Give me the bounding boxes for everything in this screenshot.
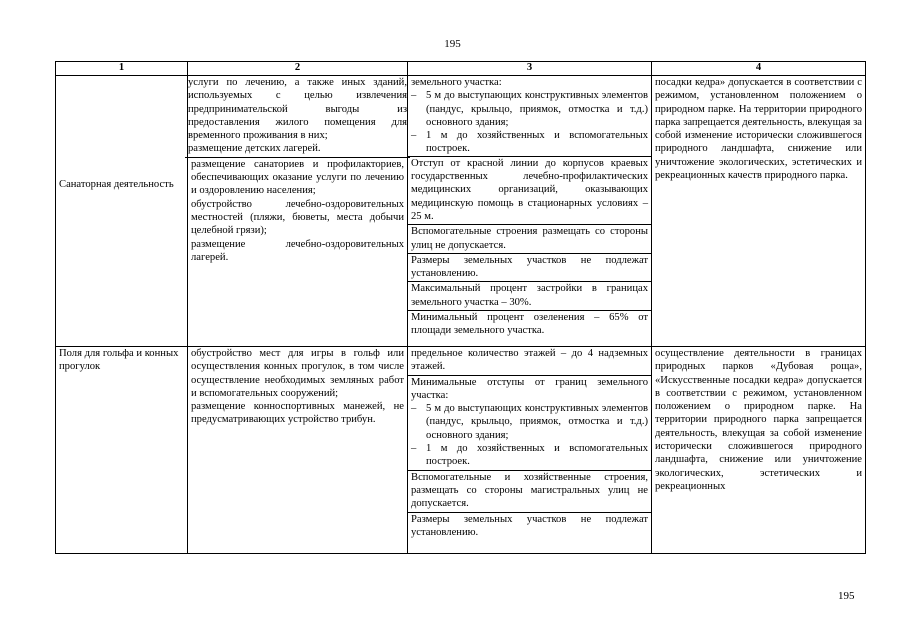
table-row xyxy=(56,347,866,554)
row1-col3-p3: Размеры земельных участков не подлежат установлению. xyxy=(408,254,651,283)
row1-col3-p5: Минимальный процент озеленения – 65% от площади земельного участка. xyxy=(411,312,648,337)
row1-col2-bottom-block xyxy=(188,158,407,264)
row1-col3-p1: Отступ от красной линии до корпусов краевых государственных лечебно-профилактических медицинских организаций, оказывающих медицинскую помощь в стационарных условиях – 25 м. xyxy=(408,156,651,225)
row1-col3-p4: Максимальный процент застройки в границах земельного участка – 30%. xyxy=(408,282,651,311)
row1-col4-cell xyxy=(652,76,866,347)
row1-col2-para4: обустройство лечебно-оздоровительных местностей (пляжи, бюветы, места добычи целебной грязи); xyxy=(191,198,404,237)
row1-col3-line1: земельного участка: xyxy=(411,77,502,88)
list-item xyxy=(411,402,648,442)
page-number-bottom: 195 xyxy=(838,590,855,602)
list-item xyxy=(408,442,651,471)
row2-col2-para1: обустройство мест для игры в гольф или осуществления конных прогулок, в том числе осуществление необходимых земляных работ и вспомогательных сооружений; xyxy=(191,348,404,399)
row2-col3-p2: Минимальные отступы от границ земельного участка: xyxy=(411,376,648,401)
row1-col2-para1: услуги по лечению, а также иных зданий, используемых с целью извлечения предпринимательской выгоды из предоставления жилого помещения для временного проживания в них; xyxy=(188,77,407,142)
row2-col4-text: осуществление деятельности в границах природных парков «Дубовая роща», «Искусственные посадки кедра» допускается в соответствии с режимом, установленном положением о природном парке. На территории природного парка запрещается деятельность, влекущая за собой изменение исторически сложившегося природного ландшафта, снижение или уничтожение экологических, эстетических и рекреационных xyxy=(655,348,862,492)
row1-col2-para2: размещение детских лагерей. xyxy=(188,143,321,155)
row2-col4-cell xyxy=(652,347,866,554)
row1-col2-para5: размещение лечебно-оздоровительных лагерей. xyxy=(191,238,404,263)
row1-use-name: Санаторная деятельность xyxy=(59,179,174,190)
list-item-text: 5 м до выступающих конструктивных элементов (пандус, крыльцо, приямок, отмостка и т.д.) основного здания; xyxy=(426,90,648,128)
row2-col1-cell xyxy=(56,347,188,554)
row2-col2-para2: размещение конноспортивных манежей, не предусматривающих устройство трибун. xyxy=(191,401,404,426)
row2-col3-p1: предельное количество этажей – до 4 надземных этажей. xyxy=(408,347,651,376)
row1-col2-para3: размещение санаториев и профилакториев, обеспечивающих оказание услуги по лечению и оздоровлению населения; xyxy=(191,158,404,197)
row1-col2-top-block xyxy=(185,76,410,158)
row1-col4-text: посадки кедра» допускается в соответствии с режимом, установленном положением о природном парке. На территории природного парка запрещается деятельность, влекущая за собой изменение исторически сложившегося природного ландшафта, снижение или уничтожение экологических, эстетических и рекреационных качеств природного парка. xyxy=(655,77,862,182)
list-item xyxy=(411,129,648,156)
row2-col3-p4: Размеры земельных участков не подлежат установлению. xyxy=(411,513,648,538)
page-number-top: 195 xyxy=(444,38,461,50)
list-item-text: 5 м до выступающих конструктивных элементов (пандус, крыльцо, приямок, отмостка и т.д.) основного здания; xyxy=(426,403,648,441)
header-col-4: 4 xyxy=(652,62,866,76)
row2-col3-cell xyxy=(408,347,652,554)
header-col-1: 1 xyxy=(56,62,188,76)
row1-col2-cell xyxy=(188,76,408,347)
header-col-3: 3 xyxy=(408,62,652,76)
regulations-table xyxy=(55,61,866,554)
row2-col3-p3: Вспомогательные и хозяйственные строения, размещать со стороны магистральных улиц не допускается. xyxy=(408,471,651,513)
dash-marker: – xyxy=(411,130,417,142)
row1-col1-cell xyxy=(56,76,188,347)
list-item xyxy=(411,89,648,129)
row1-col3-cell xyxy=(408,76,652,347)
dash-marker: – xyxy=(411,403,417,415)
row1-col3-p2: Вспомогательные строения размещать со стороны улиц не допускается. xyxy=(408,225,651,254)
row2-col2-cell xyxy=(188,347,408,554)
header-col-2: 2 xyxy=(188,62,408,76)
row2-use-name: Поля для гольфа и конных прогулок xyxy=(59,348,179,373)
list-item-text: 1 м до хозяйственных и вспомогательных построек. xyxy=(426,443,648,468)
dash-marker: – xyxy=(411,443,417,455)
table-header-row xyxy=(56,62,866,76)
dash-marker: – xyxy=(411,90,417,102)
list-item-text: 1 м до хозяйственных и вспомогательных построек. xyxy=(426,130,648,155)
table-row xyxy=(56,76,866,347)
